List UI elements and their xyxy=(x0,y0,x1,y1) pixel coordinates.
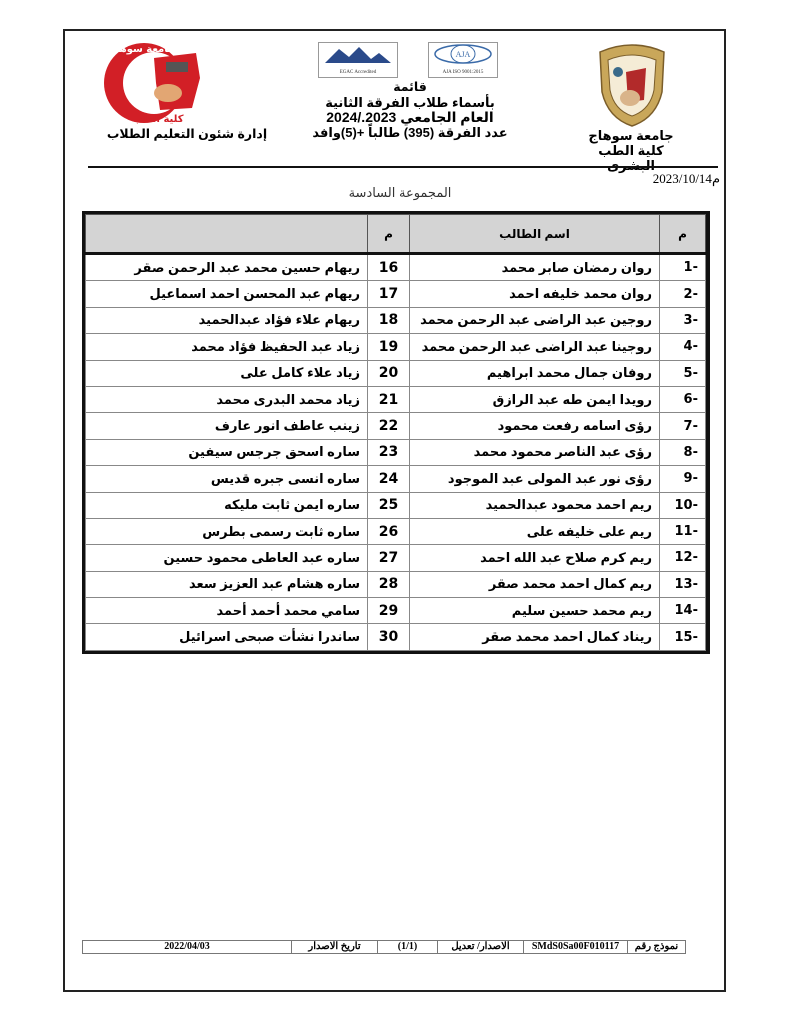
row-index: -5 xyxy=(660,360,706,386)
crescent-logo-icon xyxy=(96,38,216,128)
table-row xyxy=(86,492,706,518)
student-name: ريم كرم صلاح عبد الله احمد xyxy=(410,545,660,571)
row-index-2: 27 xyxy=(368,545,410,571)
row-index-2: 30 xyxy=(368,624,410,650)
row-index: -14 xyxy=(660,598,706,624)
row-index-2: 25 xyxy=(368,492,410,518)
row-index: -7 xyxy=(660,413,706,439)
issue-date: 2022/04/03 xyxy=(164,941,210,952)
edition-label: الاصدار/ تعديل xyxy=(437,941,523,953)
shield-icon xyxy=(596,42,668,128)
row-index-2: 29 xyxy=(368,598,410,624)
row-index: -1 xyxy=(660,254,706,281)
title-students: بأسماء طلاب الفرقة الثانية xyxy=(325,95,495,110)
header-index: م xyxy=(660,215,706,254)
table-row xyxy=(86,254,706,281)
row-index: -11 xyxy=(660,518,706,544)
student-name: رويدا ايمن طه عبد الرازق xyxy=(410,386,660,412)
row-index-2: 19 xyxy=(368,334,410,360)
table-header-row xyxy=(86,215,706,254)
row-index: -4 xyxy=(660,334,706,360)
title-academic-year: العام الجامعي 2023./2024 xyxy=(326,109,494,125)
table-row xyxy=(86,334,706,360)
row-index-2: 21 xyxy=(368,386,410,412)
cert1-text: EGAC Accredited xyxy=(339,70,377,75)
svg-text:كلية الطب: كلية الطب xyxy=(132,114,184,125)
title-list: قائمة xyxy=(393,80,427,94)
student-name-2: ريهام حسين محمد عبد الرحمن صقر xyxy=(86,254,368,281)
issue-date-label: تاريخ الاصدار xyxy=(291,941,377,953)
student-name-2: ساره عبد العاطى محمود حسين xyxy=(86,545,368,571)
form-footer xyxy=(82,940,686,954)
globe-icon xyxy=(429,43,497,65)
students-table xyxy=(82,211,710,654)
header-student-name: اسم الطالب xyxy=(410,215,660,254)
student-name-2: ساندرا نشأت صبحى اسرائيل xyxy=(86,624,368,650)
student-name-2: زينب عاطف انور عارف xyxy=(86,413,368,439)
row-index-2: 17 xyxy=(368,281,410,307)
student-name: ريم محمد حسين سليم xyxy=(410,598,660,624)
title-student-count: عدد الفرقة (395) طالباً +(5)وافد xyxy=(312,125,508,140)
student-name: روان رمضان صابر محمد xyxy=(410,254,660,281)
group-title: المجموعة السادسة xyxy=(348,185,452,200)
egac-certification-logo xyxy=(318,42,398,78)
table-row xyxy=(86,386,706,412)
student-name: ريم احمد محمود عبدالحميد xyxy=(410,492,660,518)
table-row xyxy=(86,571,706,597)
student-name: رؤى اسامه رفعت محمود xyxy=(410,413,660,439)
header-student-name-2 xyxy=(86,215,368,254)
faculty-name: كلية الطب xyxy=(598,143,664,158)
row-index: -13 xyxy=(660,571,706,597)
mountain-icon xyxy=(319,43,397,65)
student-name: روفان جمال محمد ابراهيم xyxy=(410,360,660,386)
student-name-2: زياد عبد الحفيظ فؤاد محمد xyxy=(86,334,368,360)
form-code: SMdS0Sa00F010117 xyxy=(523,941,627,953)
table-row xyxy=(86,598,706,624)
student-name-2: ريهام علاء فؤاد عبدالحميد xyxy=(86,307,368,333)
table-row xyxy=(86,545,706,571)
student-name: روجين عبد الراضى عبد الرحمن محمد xyxy=(410,307,660,333)
form-number-label: نموذج رقم xyxy=(627,941,685,953)
student-name-2: ريهام عبد المحسن احمد اسماعيل xyxy=(86,281,368,307)
row-index: -2 xyxy=(660,281,706,307)
document-date: 2023/10/14م xyxy=(652,171,720,186)
row-index: -3 xyxy=(660,307,706,333)
student-name-2: سامي محمد أحمد أحمد xyxy=(86,598,368,624)
student-name: رؤى عبد الناصر محمود محمد xyxy=(410,439,660,465)
table-row xyxy=(86,518,706,544)
student-name: روجينا عبد الراضى عبد الرحمن محمد xyxy=(410,334,660,360)
student-name: ريم على خليفه على xyxy=(410,518,660,544)
student-name-2: ساره اسحق جرجس سيفين xyxy=(86,439,368,465)
student-name-2: ساره انسى جبره قديس xyxy=(86,466,368,492)
row-index: -8 xyxy=(660,439,706,465)
department-name: إدارة شئون التعليم الطلاب xyxy=(106,127,268,141)
student-name-2: ساره ثابت رسمى بطرس xyxy=(86,518,368,544)
document-title-block xyxy=(300,80,520,140)
table-body xyxy=(86,254,706,651)
row-index-2: 16 xyxy=(368,254,410,281)
university-logo xyxy=(596,42,668,128)
student-name: روان محمد خليفه احمد xyxy=(410,281,660,307)
table-row xyxy=(86,439,706,465)
student-name-2: ساره ايمن ثابت مليكه xyxy=(86,492,368,518)
row-index: -15 xyxy=(660,624,706,650)
row-index-2: 18 xyxy=(368,307,410,333)
aja-certification-logo xyxy=(428,42,498,78)
row-index: -9 xyxy=(660,466,706,492)
university-name: جامعة سوهاج xyxy=(588,128,674,143)
row-index: -6 xyxy=(660,386,706,412)
svg-text:AJA: AJA xyxy=(455,50,471,59)
table-row xyxy=(86,281,706,307)
svg-text:جامعة سوهاج: جامعة سوهاج xyxy=(108,44,176,55)
row-index-2: 28 xyxy=(368,571,410,597)
row-index-2: 22 xyxy=(368,413,410,439)
faculty-logo xyxy=(96,38,216,128)
table-row xyxy=(86,624,706,650)
row-index-2: 24 xyxy=(368,466,410,492)
header-index-2: م xyxy=(368,215,410,254)
row-index-2: 23 xyxy=(368,439,410,465)
student-name-2: ساره هشام عبد العزيز سعد xyxy=(86,571,368,597)
table-row xyxy=(86,307,706,333)
student-name: ريناد كمال احمد محمد صقر xyxy=(410,624,660,650)
header-divider xyxy=(88,166,718,168)
student-name-2: زياد محمد البدرى محمد xyxy=(86,386,368,412)
table-row xyxy=(86,466,706,492)
row-index-2: 26 xyxy=(368,518,410,544)
cert2-text: AJA ISO 9001:2015 xyxy=(442,70,484,75)
row-index: -10 xyxy=(660,492,706,518)
table-row xyxy=(86,413,706,439)
student-name-2: زياد علاء كامل على xyxy=(86,360,368,386)
table-row xyxy=(86,360,706,386)
row-index: -12 xyxy=(660,545,706,571)
row-index-2: 20 xyxy=(368,360,410,386)
edition-value: (1/1) xyxy=(377,941,437,953)
student-name: ريم كمال احمد محمد صقر xyxy=(410,571,660,597)
student-name: رؤى نور عبد المولى عبد الموجود xyxy=(410,466,660,492)
